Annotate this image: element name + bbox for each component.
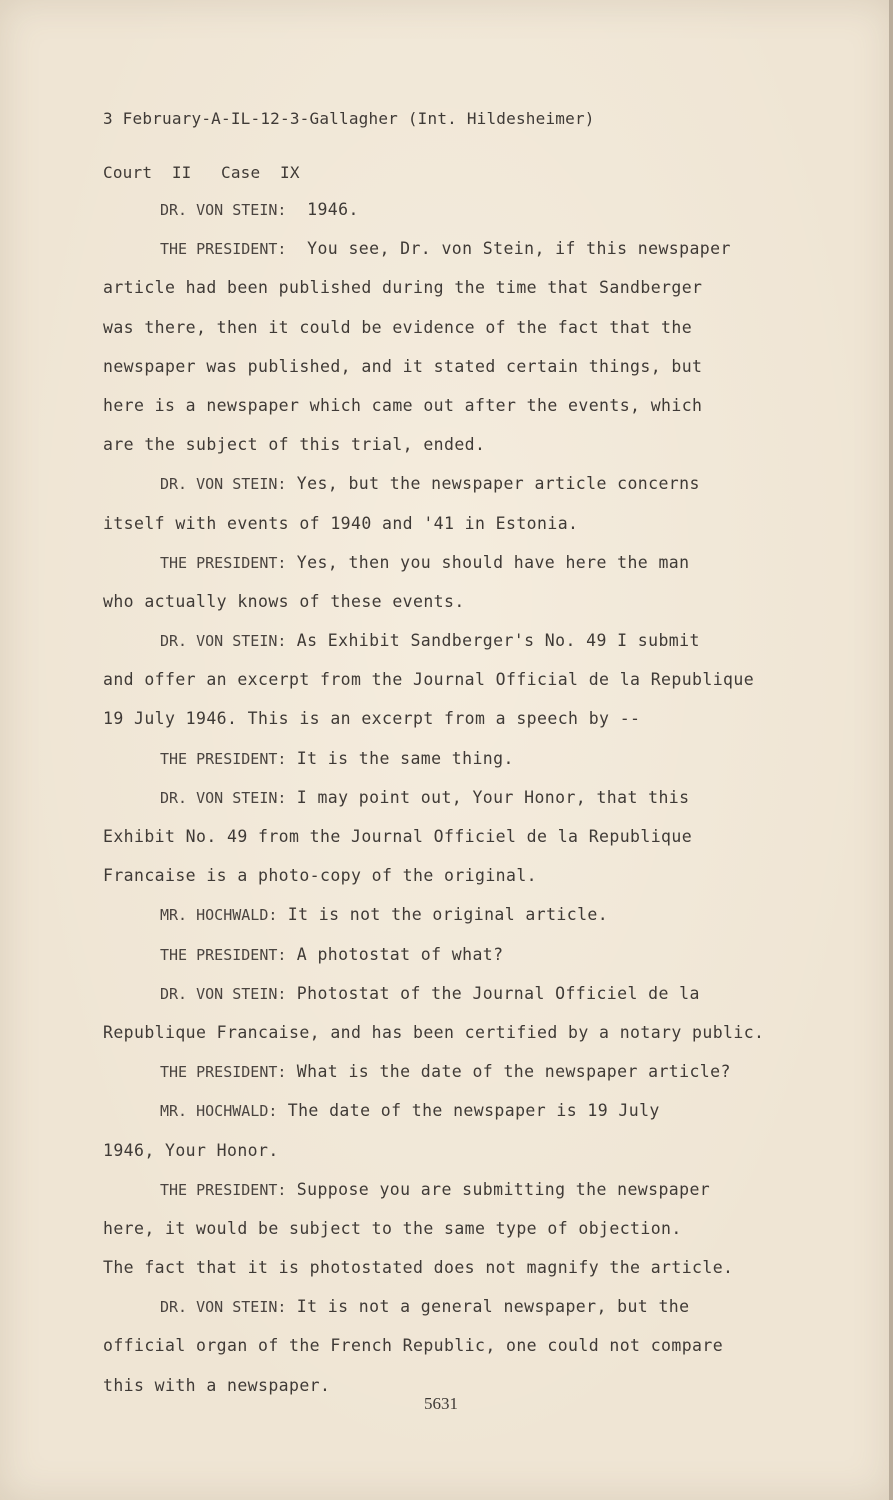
speech-first-line: [103, 778, 833, 817]
speech-first-line: [103, 621, 833, 660]
speech-text: It is not a general newspaper, but the: [286, 1297, 690, 1317]
speech-text: What is the date of the newspaper article?: [286, 1062, 731, 1082]
page-number: 5631: [424, 1394, 458, 1413]
speech-text: 1946.: [286, 200, 359, 219]
speech-text: 1946, Your Honor.: [103, 1140, 279, 1160]
speech-text: here, it would be subject to the same type of objection.: [103, 1218, 682, 1238]
speech-line: [103, 660, 833, 699]
speech-text: It is not the original article.: [277, 905, 609, 925]
speech-text: 19 July 1946. This is an excerpt from a speech by --: [103, 709, 641, 729]
speech-line: [103, 268, 833, 307]
speech-text: this with a newspaper.: [103, 1375, 331, 1395]
speech-line: [103, 425, 833, 464]
speech-line: [103, 1209, 833, 1248]
speech-first-line: [103, 1052, 833, 1091]
speech-first-line: [103, 974, 833, 1013]
speech-text: and offer an excerpt from the Journal Official de la Republique: [103, 670, 755, 690]
speech-text: article had been published during the time that Sandberger: [103, 278, 703, 298]
speech-text: Exhibit No. 49 from the Journal Officiel de la Republique: [103, 827, 693, 846]
speech-text: Yes, but the newspaper article concerns: [286, 474, 700, 494]
speech-text: newspaper was published, and it stated certain things, but: [103, 356, 703, 376]
speech-text: Yes, then you should have here the man: [286, 552, 690, 572]
speech-text: itself with events of 1940 and '41 in Estonia.: [103, 513, 579, 533]
speech-line: [103, 1248, 833, 1287]
speech-line: [103, 504, 833, 543]
speech-text: Suppose you are submitting the newspaper: [286, 1179, 711, 1199]
speech-first-line: [103, 229, 833, 268]
speaker-label: THE PRESIDENT:: [160, 945, 287, 964]
speech-line: [103, 1366, 833, 1405]
speech-line: [103, 347, 833, 386]
header-line-1: 3 February-A-IL-12-3-Gallagher (Int. Hildesheimer): [103, 109, 595, 128]
speaker-label: DR. VON STEIN:: [160, 632, 287, 651]
speech-text: It is the same thing.: [286, 748, 514, 768]
speaker-label: DR. VON STEIN:: [160, 201, 287, 219]
speech-first-line: [103, 1091, 833, 1130]
speech-line: [103, 699, 833, 738]
speaker-label: DR. VON STEIN:: [160, 788, 287, 807]
speaker-label: MR. HOCHWALD:: [160, 1102, 278, 1121]
speaker-label: THE PRESIDENT:: [160, 1180, 287, 1199]
speech-first-line: [103, 190, 833, 229]
speech-first-line: [103, 895, 833, 934]
speech-first-line: [103, 935, 833, 974]
speech-first-line: [103, 1287, 833, 1326]
page-edge: [889, 0, 893, 1500]
speech-line: [103, 386, 833, 425]
speech-text: You see, Dr. von Stein, if this newspaper: [286, 239, 731, 259]
speech-text: The fact that it is photostated does not magnify the article.: [103, 1258, 734, 1278]
speaker-label: DR. VON STEIN:: [160, 1298, 287, 1317]
speech-text: Photostat of the Journal Officiel de la: [286, 983, 700, 1003]
header-line-2: Court II Case IX: [103, 163, 300, 182]
speech-text: As Exhibit Sandberger's No. 49 I submit: [286, 631, 700, 651]
speech-line: [103, 1326, 833, 1365]
speech-text: A photostat of what?: [286, 944, 504, 964]
speech-text: are the subject of this trial, ended.: [103, 435, 486, 455]
speaker-label: THE PRESIDENT:: [160, 553, 287, 572]
speech-text: was there, then it could be evidence of the fact that the: [103, 317, 693, 337]
speech-text: Francaise is a photo-copy of the original.: [103, 866, 538, 886]
speech-line: [103, 1131, 833, 1170]
speaker-label: MR. HOCHWALD:: [160, 906, 278, 925]
speech-line: [103, 817, 833, 856]
speech-line: [103, 856, 833, 895]
speech-first-line: [103, 464, 833, 503]
speech-text: I may point out, Your Honor, that this: [286, 787, 690, 807]
speech-text: Republique Francaise, and has been certified by a notary public.: [103, 1022, 765, 1042]
speech-first-line: [103, 1170, 833, 1209]
speaker-label: DR. VON STEIN:: [160, 475, 287, 494]
speech-text: official organ of the French Republic, one could not compare: [103, 1336, 724, 1356]
speaker-label: THE PRESIDENT:: [160, 1063, 287, 1082]
speaker-label: THE PRESIDENT:: [160, 749, 287, 768]
speech-line: [103, 1013, 833, 1052]
speaker-label: THE PRESIDENT:: [160, 240, 287, 259]
speaker-label: DR. VON STEIN:: [160, 984, 287, 1003]
transcript-body: [103, 190, 833, 1405]
speech-first-line: [103, 543, 833, 582]
speech-first-line: [103, 739, 833, 778]
speech-text: The date of the newspaper is 19 July: [277, 1101, 660, 1121]
speech-text: here is a newspaper which came out after the events, which: [103, 395, 703, 415]
speech-line: [103, 582, 833, 621]
speech-line: [103, 308, 833, 347]
speech-text: who actually knows of these events.: [103, 591, 465, 611]
